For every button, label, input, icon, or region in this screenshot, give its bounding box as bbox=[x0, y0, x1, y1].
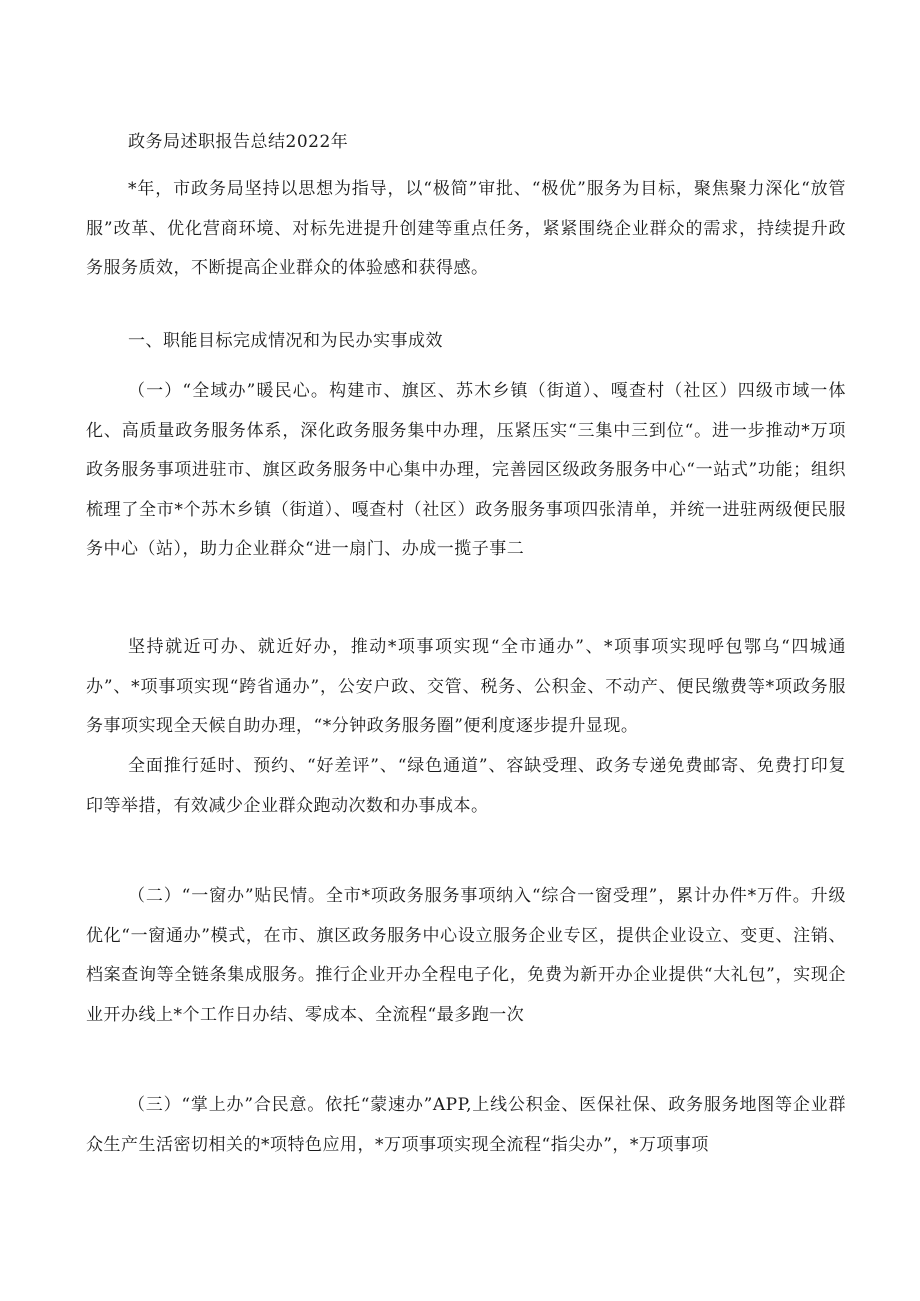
paragraph-quanmian: 全面推行延时、预约、“好差评”、“绿色通道”、容缺受理、政务专递免费邮寄、免费打印复印等举措，有效减少企业群众跑动次数和办事成本。 bbox=[86, 756, 846, 816]
paragraph-zhangshang: （三）“掌上办”合民意。依托“蒙速办”APP,上线公积金、医保社保、政务服务地图等企业群众生产生活密切相关的*项特色应用，*万项事项实现全流程“指尖办”，*万项事项 bbox=[86, 1095, 846, 1155]
section-heading: 一、职能目标完成情况和为民办实事成效 bbox=[128, 331, 443, 351]
intro-paragraph: *年，市政务局坚持以思想为指导，以“极简”审批、“极优”服务为目标，聚焦聚力深化“放管服”改革、优化营商环境、对标先进提升创建等重点任务，紧紧围绕企业群众的需求，持续提升政务服务质效，不断提高企业群众的体验感和获得感。 bbox=[86, 179, 846, 278]
paragraph-jiujin: 坚持就近可办、就近好办，推动*项事项实现“全市通办”、*项事项实现呼包鄂乌“四城通办”、*项事项实现“跨省通办”，公安户政、交管、税务、公积金、不动产、便民缴费等*项政务服务事项实现全天候自助办理，“*分钟政务服务圈”便利度逐步提升显现。 bbox=[86, 637, 846, 736]
document-title: 政务局述职报告总结2022年 bbox=[128, 132, 349, 152]
paragraph-quanyu: （一）“全域办”暖民心。构建市、旗区、苏木乡镇（街道）、嘎查村（社区）四级市域一体化、高质量政务服务体系，深化政务服务集中办理，压紧压实“三集中三到位“。进一步推动*万项政务服务事项进驻市、旗区政务服务中心集中办理，完善园区级政务服务中心“一站式”功能；组织梳理了全市*个苏木乡镇（街道）、嘎查村（社区）政务服务事项四张清单，并统一进驻两级便民服务中心（站），助力企业群众“进一扇门、办成一揽子事二 bbox=[86, 381, 846, 559]
paragraph-yichuang: （二）“一窗办”贴民情。全市*项政务服务事项纳入“综合一窗受理”，累计办件*万件。升级优化“一窗通办”模式，在市、旗区政务服务中心设立服务企业专区，提供企业设立、变更、注销、档案查询等全链条集成服务。推行企业开办全程电子化，免费为新开办企业提供“大礼包”，实现企业开办线上*个工作日办结、零成本、全流程“最多跑一次 bbox=[86, 886, 846, 1025]
